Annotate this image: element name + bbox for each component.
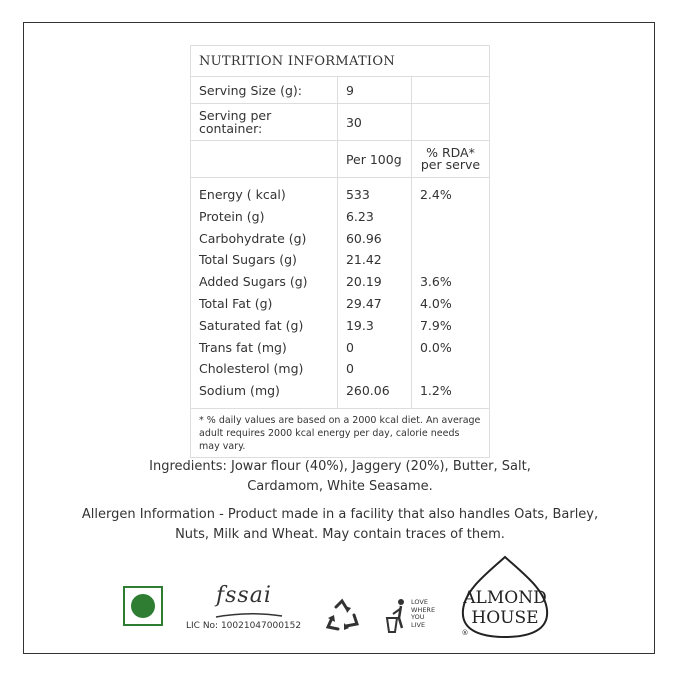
nutrient-per100: 29.47 <box>345 295 382 311</box>
nutrient-name: Energy ( kcal) <box>199 187 286 202</box>
nutrient-rda: 0.0% <box>419 339 452 355</box>
nutrient-per100: 0 <box>345 339 354 355</box>
nutrient-per100: 0 <box>345 361 354 377</box>
brand-line-2: HOUSE <box>471 608 539 628</box>
nutrient-rda <box>420 228 481 250</box>
nutrition-title: NUTRITION INFORMATION <box>191 46 490 77</box>
fssai-license-number: LIC No: 10021047000152 <box>186 621 302 631</box>
nutrient-per100: 60.96 <box>345 230 382 246</box>
nutrient-per100: 260.06 <box>345 383 390 399</box>
almond-house-logo <box>455 555 555 640</box>
nutrient-rda: 4.0% <box>419 295 452 311</box>
veg-dot <box>131 594 155 618</box>
nutrient-name: Trans fat (mg) <box>199 339 287 355</box>
ingredients-text: Ingredients: Jowar flour (40%), Jaggery (20%), Butter, Salt, Cardamom, White Seasame. <box>149 459 531 494</box>
serving-per-container-row <box>191 104 490 141</box>
nutrient-rda <box>420 358 481 380</box>
serving-per-value: 30 <box>337 104 411 141</box>
nutrient-name: Protein (g) <box>199 208 265 224</box>
fssai-logo <box>186 583 311 633</box>
nutrient-rda: 1.2% <box>419 383 452 399</box>
nutrient-rda <box>420 249 481 271</box>
nutrient-rows <box>191 178 490 409</box>
nutrient-rda: 3.6% <box>419 274 452 290</box>
nutrient-names <box>191 178 338 409</box>
per-100g-header: Per 100g <box>337 141 411 178</box>
serving-size-label: Serving Size (g): <box>191 77 338 104</box>
serving-size-row <box>191 77 490 104</box>
nutrient-rda <box>420 206 481 228</box>
nutrient-name: Sodium (mg) <box>199 383 280 399</box>
nutrient-name: Total Sugars (g) <box>199 252 297 268</box>
nutrient-name: Added Sugars (g) <box>199 274 308 290</box>
serving-per-label: Serving per container: <box>191 104 338 141</box>
brand-line-1: ALMOND <box>463 588 547 608</box>
recycle-icon <box>324 598 360 634</box>
love-where-you-live-text: LOVE WHERE YOU LIVE <box>411 598 436 629</box>
nutrient-per100-values <box>337 178 411 409</box>
nutrition-table <box>190 45 490 458</box>
nutrient-per100: 533 <box>345 187 370 202</box>
nutrient-rda: 7.9% <box>419 317 452 333</box>
fssai-underline-icon <box>214 612 284 620</box>
nutrient-name: Carbohydrate (g) <box>199 230 307 246</box>
allergen-text: Allergen Information - Product made in a facility that also handles Oats, Barley, Nuts, Milk and Wheat. May contain traces of them. <box>81 507 599 542</box>
person-bin-icon <box>385 598 409 634</box>
tidy-bin-logo <box>385 598 440 634</box>
serving-size-value: 9 <box>337 77 411 104</box>
column-header-row <box>191 141 490 178</box>
nutrient-rda-values <box>411 178 489 409</box>
rda-header: % RDA* per serve <box>411 141 489 178</box>
nutrient-rda: 2.4% <box>419 187 452 202</box>
nutrient-name: Cholesterol (mg) <box>199 361 304 377</box>
rda-footnote: * % daily values are based on a 2000 kcal diet. An average adult requires 2000 kcal energy per day, calorie needs may vary. <box>191 408 490 457</box>
nutrient-name: Total Fat (g) <box>199 295 273 311</box>
nutrient-per100: 6.23 <box>345 208 374 224</box>
registered-mark: ® <box>461 629 469 637</box>
nutrient-per100: 20.19 <box>345 274 382 290</box>
nutrient-per100: 21.42 <box>345 252 382 268</box>
nutrient-per100: 19.3 <box>345 317 374 333</box>
veg-symbol-icon <box>123 586 163 626</box>
fssai-wordmark: fssai <box>216 583 272 608</box>
nutrient-name: Saturated fat (g) <box>199 317 304 333</box>
